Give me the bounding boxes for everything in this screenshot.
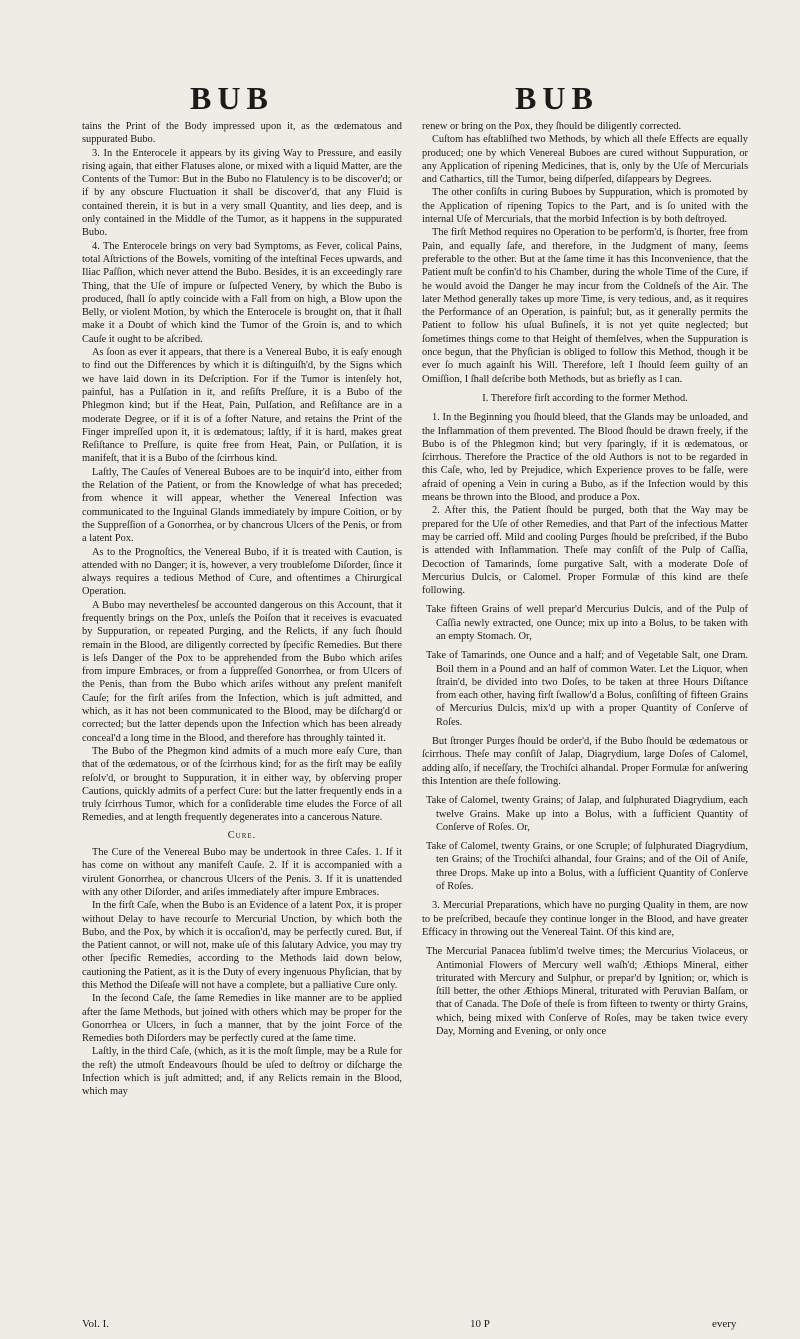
catchword: every <box>712 1318 737 1330</box>
paragraph: The Mercurial Panacea ſublim'd twelve times; the Mercurius Violaceus, or Antimonial Flowers of Mercury well waſh'd; Æthiops Mineral, either triturated with Mercury and Sulphur, or prepar'd by Ignition; or, which is ſtill better, the other Æthiops Mineral, triturated with Peruvian Balſam, or that of Canada. The Doſe of theſe is from fifteen to twenty or thirty Grains, which, being mixed with Conſerve of Roſes, may be taken twice every Day, Morning and Evening, or only once <box>426 946 748 1037</box>
paragraph: 3. Mercurial Preparations, which have no purging Quality in them, are now to be preſcribed, becauſe they continue longer in the Blood, and have greater Efficacy in throwing out the Venereal Taint. Of this kind are, <box>422 900 748 938</box>
page-footer <box>0 1318 800 1336</box>
signature-mark: 10 P <box>470 1318 490 1330</box>
running-header <box>0 80 800 120</box>
paragraph: 2. After this, the Patient ſhould be purged, both that the Way may be prepared for the Uſe of other Remedies, and that Part of the infectious Matter may be carried off. Mild and cooling Purges ſhould be preſcribed, if the Bubo is attended with Inflammation. Theſe may conſiſt of the Pulp of Caſſia, Decoction of Tamarinds, ſome purgative Salt, with a moderate Doſe of Mercurius Dulcis, or Calomel. Proper Formulæ of this kind are theſe following. <box>422 505 748 597</box>
paragraph: But ſtronger Purges ſhould be order'd, if the Bubo ſhould be œdematous or ſcirrhous. Theſe may conſiſt of Jalap, Diagrydium, large Doſes of Calomel, adding alſo, if neceſſary, the Trochiſci alhandal. Proper Formulæ for anſwering this Intention are theſe following. <box>422 736 748 787</box>
paragraph: renew or bring on the Pox, they ſhould be diligently corrected. <box>422 121 682 132</box>
paragraph: Laſtly, in the third Caſe, (which, as it is the moſt ſimple, may be a Rule for the reſt) the utmoſt Endeavours ſhould be uſed to deſtroy or diſcharge the Infection which is juſt admitted; and, if any Relicts remain in the Blood, which may <box>82 1046 402 1098</box>
paragraph: A Bubo may neverthelesſ be accounted dangerous on this Account, that it frequently brings on the Pox, unleſs the Poiſon that it receives is evacuated by Suppuration, or repeated Purging, and the Relicts, if any ſuch ſhould remain in the Blood, are diligently corrected by ſpecific Remedies. But there is leſs Danger of the Pox to be apprehended from the Bubo which ariſes from impure Embraces, or from a ſuppreſſed Gonorrhea, or from Ulcers of the Penis, than from the Bubo which ariſes without any preſent manifeſt Cauſe; for the firſt ariſes from the Infection, which is juſt admitted, and which, as it has not been communicated to the Blood, may be diſcharg'd or corrected; but the latter depends upon the Infection which has been already conceal'd a long time in the Blood, and therefore has throughly tainted it. <box>82 599 402 744</box>
paragraph: The firſt Method requires no Operation to be perform'd, is ſhorter, free from Pain, and equally ſafe, and therefore, in the Judgment of many, ſeems preferable to the other. But at the ſame time it has this Inconvenience, that the Patient muſt be confin'd to his Chamber, during the whole Time of the Cure, if he would avoid the Danger he may incur from the Coldneſs of the Air. The later Method generally takes up more Time, is very tedious, and, as it requires the Performance of an Operation, is painful; but, as it generally permits the Patient to follow his uſual Buſineſs, it is not yet quite neglected; but ſometimes things come to that Height of themſelves, when the Suppuration is once begun, that the Phyſician is obliged to follow this Method, though it be ever ſo much againſt his Will. Therefore, leſt I ſhould ſeem guilty of an Omiſſion, I ſhall deſcribe both Methods, but as briefly as I can. <box>422 227 748 385</box>
paragraph: In the ſecond Caſe, the ſame Remedies in like manner are to be applied after the ſame Methods, but joined with others which may be proper for the Gonorrhea or Ulcers, in ſuch a manner, that by the joint Force of the Remedies both Diſorders may be perfectly cured at the ſame time. <box>82 993 402 1045</box>
header-right: BUB <box>515 80 599 116</box>
paragraph: Cuſtom has eſtabliſhed two Methods, by which all theſe Effects are equally produced; one by which Venereal Buboes are cured without Suppuration, or any Application of ripening Medicines, that is, only by the Uſe of Mercurials and Cathartics, till the Tumor, being diſperſed, diſappears by Degrees. <box>422 134 748 186</box>
volume-mark: Vol. I. <box>82 1318 109 1330</box>
paragraph: Take fifteen Grains of well prepar'd Mercurius Dulcis, and of the Pulp of Caſſia newly extracted, one Ounce; mix up into a Bolus, to be taken with an empty Stomach. Or, <box>426 604 748 642</box>
paragraph: Take of Tamarinds, one Ounce and a half; and of Vegetable Salt, one Dram. Boil them in a Pound and an half of common Water. Let the Liquor, when ſtrain'd, be divided into two Doſes, to be taken at three Hours Diſtance from each other, having firſt ſwallow'd a Bolus, conſiſting of fifteen Grains of Mercurius Dulcis, mix'd up with a proper Quantity of Conſerve of Roſes. <box>426 650 748 728</box>
paragraph: As ſoon as ever it appears, that there is a Venereal Bubo, it is eaſy enough to find out the Differences by which it is diſtinguiſh'd, by the Signs which we have laid down in its Deſcription. For if the Tumor is intenſely hot, painful, has a Pulſation in it, and reſiſts Preſſure, it is a Bubo of the Phlegmon kind; but if the Heat, Pain, Pulſation, and Reſiſtance are in a moderate Degree, or if it is of a ſofter Nature, and retains the Print of the Finger impreſſed upon it, it is œdematous; laſtly, if it is hard, makes great Reſiſtance to Preſſure, is quite free from Heat, Pain, or Pulſation, it is manifeſt, that it is a Bubo of the ſcirrhous kind. <box>82 347 402 465</box>
paragraph: The Bubo of the Phegmon kind admits of a much more eaſy Cure, than that of the œdematous, or of the ſcirrhous kind; for as the firſt may be eaſily reſolv'd, or brought to Suppuration, it in either way, by obſerving proper Cautions, quickly admits of a perfect Cure: but the latter frequently ends in a truly ſcirrhous Tumor, which for a conſiderable time eludes the Force of all Remedies, and at length frequently degenerates into a cancerous Nature. <box>82 745 402 824</box>
paragraph: 3. In the Enterocele it appears by its giving Way to Pressure, and easily rising again, that either Flatuses alone, or mixed with a liquid Matter, are the Contents of the Tumor: But in the Bubo no Flatulency is to be discover'd; or if by any obscure Fluctuation it shall be discover'd, that any Fluid is contained therein, it is but in a very small Quantity, and lies deep, and is only contained in the Middle of the Tumor, as it happens in the suppurated Bubo. <box>82 147 402 239</box>
paragraph: I. Therefore firſt according to the former Method. <box>482 392 688 404</box>
section-heading: Cure. <box>227 829 257 841</box>
paragraph: In the firſt Caſe, when the Bubo is an Evidence of a latent Pox, it is proper without Delay to have recourſe to Mercurial Unction, by which both the Bubo, and the Pox, by which it is occaſion'd, may be perfectly cured. But, if the Patient cannot, or will not, make uſe of this ſalutary Advice, you may try other ſpecific Remedies, according to the Methods laid down below, cautioning the Patient, as it is the Duty of every ingenuous Phyſician, that by this Method the Diſeaſe will not have a complete, but a palliative Cure only. <box>82 900 402 991</box>
paragraph: Take of Calomel, twenty Grains; of Jalap, and ſulphurated Diagrydium, each twelve Grains. Make up into a Bolus, with a ſufficient Quantity of Conſerve of Roſes. Or, <box>426 795 748 833</box>
right-column <box>422 120 748 1044</box>
paragraph: As to the Prognoſtics, the Venereal Bubo, if it is treated with Caution, is attended with no Danger; it is, however, a very troubleſome Diſorder, ſince it always requires a tedious Method of Cure, and oftentimes a Chirurgical Operation. <box>82 546 402 598</box>
paragraph: 1. In the Beginning you ſhould bleed, that the Glands may be unloaded, and the Inflammation of them prevented. The Blood ſhould be drawn freely, if the Bubo is of the Phlegmon kind; but very ſparingly, if it is œdematous, or ſcirrhous. Therefore the Practice of the old Authors is not to be regarded in this Caſe, who, led by Prejudice, which Experience proves to be falſe, were afraid of opening a Vein in curing a Bubo, as if the Infection would by this means be thrown into the Blood, and produce a Pox. <box>422 412 748 504</box>
paragraph: Take of Calomel, twenty Grains, or one Scruple; of ſulphurated Diagrydium, ten Grains; of the Trochiſci alhandal, four Grains; and of the Oil of Aniſe, three Drops. Make up into a Bolus, with a ſufficient Quantity of Conſerve of Roſes. <box>426 841 748 893</box>
paragraph: Laſtly, The Cauſes of Venereal Buboes are to be inquir'd into, either from the Relation of the Patient, or from the Knowledge of what has preceded; from whence it will appear, whether the Venereal Infection was communicated to the Inguinal Glands immediately by impure Coition, or by the Suppreſſion of a Gonorrhea, or by chancrous Ulcers of the Penis, or from a latent Pox. <box>82 466 402 545</box>
paragraph: The Cure of the Venereal Bubo may be undertook in three Caſes. 1. If it has come on without any manifeſt Cauſe. 2. If it is accompanied with a virulent Gonorrhea, or chancrous Ulcers of the Penis. 3. If it is unattended with any other Diſorder, and ariſes immediately after impure Embraces. <box>82 847 402 898</box>
paragraph: The other conſiſts in curing Buboes by Suppuration, which is promoted by the Application of ripening Topics to the Part, and is ſo united with the internal Uſe of Mercurials, that the morbid Infection is by both deſtroyed. <box>422 187 748 226</box>
left-column <box>82 120 402 1099</box>
paragraph: tains the Print of the Body impressed upon it, as the œdematous and suppurated Bubo. <box>82 121 402 146</box>
paragraph: 4. The Enterocele brings on very bad Symptoms, as Fever, colical Pains, total Aſtrictions of the Bowels, vomiting of the inteſtinal Feces upwards, and Iliac Paſſion, which never attend the Bubo. Besides, it is an exceedingly rare Thing, that the Uſe of impure or ſuſpected Venery, by which the Bubo is produced, ſhall ſo aptly coincide with a Fall from on high, a Blow upon the Belly, or violent Motion, by which the Enterocele is brought on, that it ſhall make it a Doubt of which kind the Tumor of the Groin is, and to which Cauſe it ought to be aſcribed. <box>82 240 402 345</box>
header-left: BUB <box>190 80 274 116</box>
